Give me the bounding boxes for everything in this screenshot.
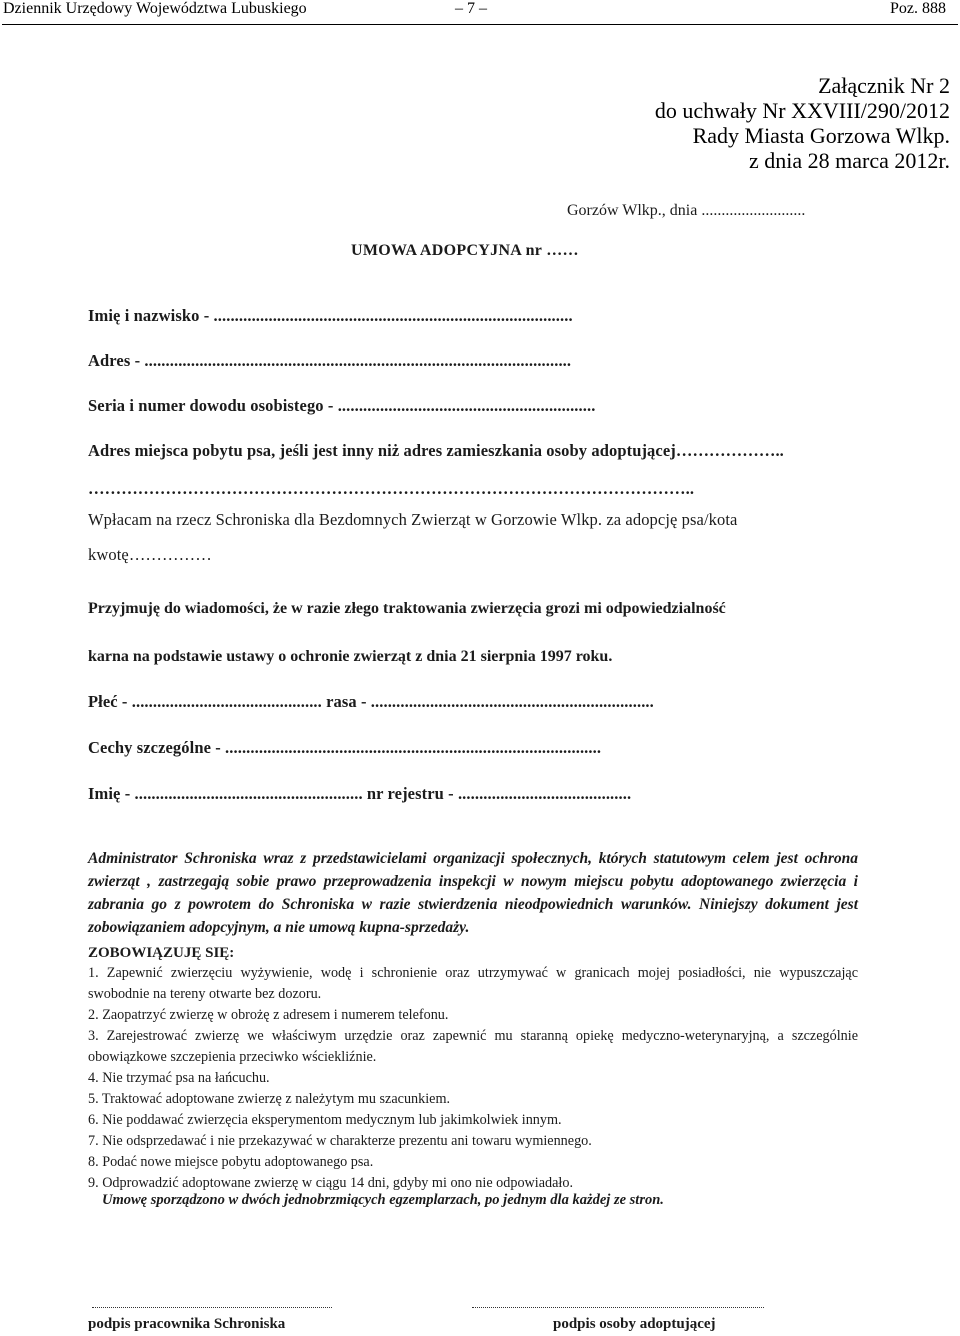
header-divider	[2, 24, 958, 25]
page-number: – 7 –	[455, 0, 487, 17]
administrator-notice: Administrator Schroniska wraz z przedstawicielami organizacji społecznych, których statutowym celem jest ochrona zwierząt , zastrzegają sobie prawo przeprowadzenia inspekcji w nowym miejscu pobytu adoptowanego zwierzęcia i zabrania go z powrotem do Schroniska w razie stwierdzenia nieodpowiednich warunków. Niniejszy dokument jest zobowiązaniem adopcyjnym, a nie umową kupna-sprzedaży.	[88, 849, 858, 937]
obligation-item: 5. Traktować adoptowane zwierzę z należytym mu szacunkiem.	[88, 1091, 451, 1107]
dog-address-field: Adres miejsca pobytu psa, jeśli jest inny niż adres zamieszkania osoby adoptującej………………..	[88, 441, 784, 460]
obligation-item: 8. Podać nowe miejsce pobytu adoptowanego psa.	[88, 1154, 374, 1170]
signature-line-staff	[92, 1307, 332, 1308]
obligations-heading: ZOBOWIĄZUJĘ SIĘ:	[88, 945, 235, 961]
position-number: Poz. 888	[890, 0, 946, 17]
name-field: Imię i nazwisko - .....................................................................................	[88, 306, 573, 325]
signature-label-staff: podpis pracownika Schroniska	[88, 1316, 286, 1332]
features-field: Cechy szczególne - .........................................................................................	[88, 738, 602, 757]
obligation-item: 2. Zaopatrzyć zwierzę w obrożę z adresem i numerem telefonu.	[88, 1007, 449, 1023]
closing-statement: Umowę sporządzono w dwóch jednobrzmiących egzemplarzach, po jednym dla każdej ze stron.	[102, 1192, 664, 1208]
obligation-item: 1. Zapewnić zwierzęciu wyżywienie, wodę i schronienie oraz utrzymywać w granicach mojej posiadłości, nie wypuszczając swobodnie na tereny otwarte bez dozoru.	[88, 965, 858, 1002]
amount-field: kwotę……………	[88, 545, 212, 564]
signature-line-adopter	[472, 1307, 764, 1308]
annex-date: z dnia 28 marca 2012r.	[749, 148, 950, 173]
dog-address-continuation: ………………………………………………………………………………………………..	[88, 479, 695, 498]
name-registry-field: Imię - ...................................................... nr rejestru - .........................................	[88, 784, 632, 803]
document-title: UMOWA ADOPCYJNA nr ……	[351, 242, 579, 259]
obligation-item: 6. Nie poddawać zwierzęcia eksperymentom medycznym lub jakimkolwiek innym.	[88, 1112, 562, 1128]
annex-number: Załącznik Nr 2	[818, 73, 950, 98]
address-field: Adres - .....................................................................................................	[88, 351, 572, 370]
signature-label-adopter: podpis osoby adoptującej	[553, 1316, 716, 1332]
journal-title: Dziennik Urzędowy Województwa Lubuskiego	[3, 0, 307, 17]
payment-text: Wpłacam na rzecz Schroniska dla Bezdomnych Zwierząt w Gorzowie Wlkp. za adopcję psa/kota	[88, 510, 738, 529]
place-date-field: Gorzów Wlkp., dnia ..........................	[567, 202, 806, 219]
obligation-item: 3. Zarejestrować zwierzę we właściwym urzędzie oraz zapewnić mu staranną opiekę medyczno-weterynaryjną, a szczególnie obowiązkowe szczepienia przeciwko wściekliźnie.	[88, 1028, 858, 1065]
obligations-list	[88, 963, 858, 1194]
obligation-item: 9. Odprowadzić adoptowane zwierzę w ciągu 14 dni, gdyby mi ono nie odpowiadało.	[88, 1175, 574, 1191]
id-document-field: Seria i numer dowodu osobistego - .............................................................	[88, 396, 596, 415]
liability-line-1: Przyjmuję do wiadomości, że w razie złego traktowania zwierzęcia grozi mi odpowiedzialność	[88, 600, 726, 617]
annex-resolution: do uchwały Nr XXVIII/290/2012	[654, 98, 950, 123]
obligation-item: 4. Nie trzymać psa na łańcuchu.	[88, 1070, 270, 1086]
annex-council: Rady Miasta Gorzowa Wlkp.	[692, 123, 950, 148]
obligation-item: 7. Nie odsprzedawać i nie przekazywać w charakterze prezentu ani towaru wymiennego.	[88, 1133, 592, 1149]
sex-breed-field: Płeć - ............................................. rasa - ...................................................................	[88, 692, 654, 711]
liability-line-2: karna na podstawie ustawy o ochronie zwierząt z dnia 21 sierpnia 1997 roku.	[88, 648, 613, 665]
